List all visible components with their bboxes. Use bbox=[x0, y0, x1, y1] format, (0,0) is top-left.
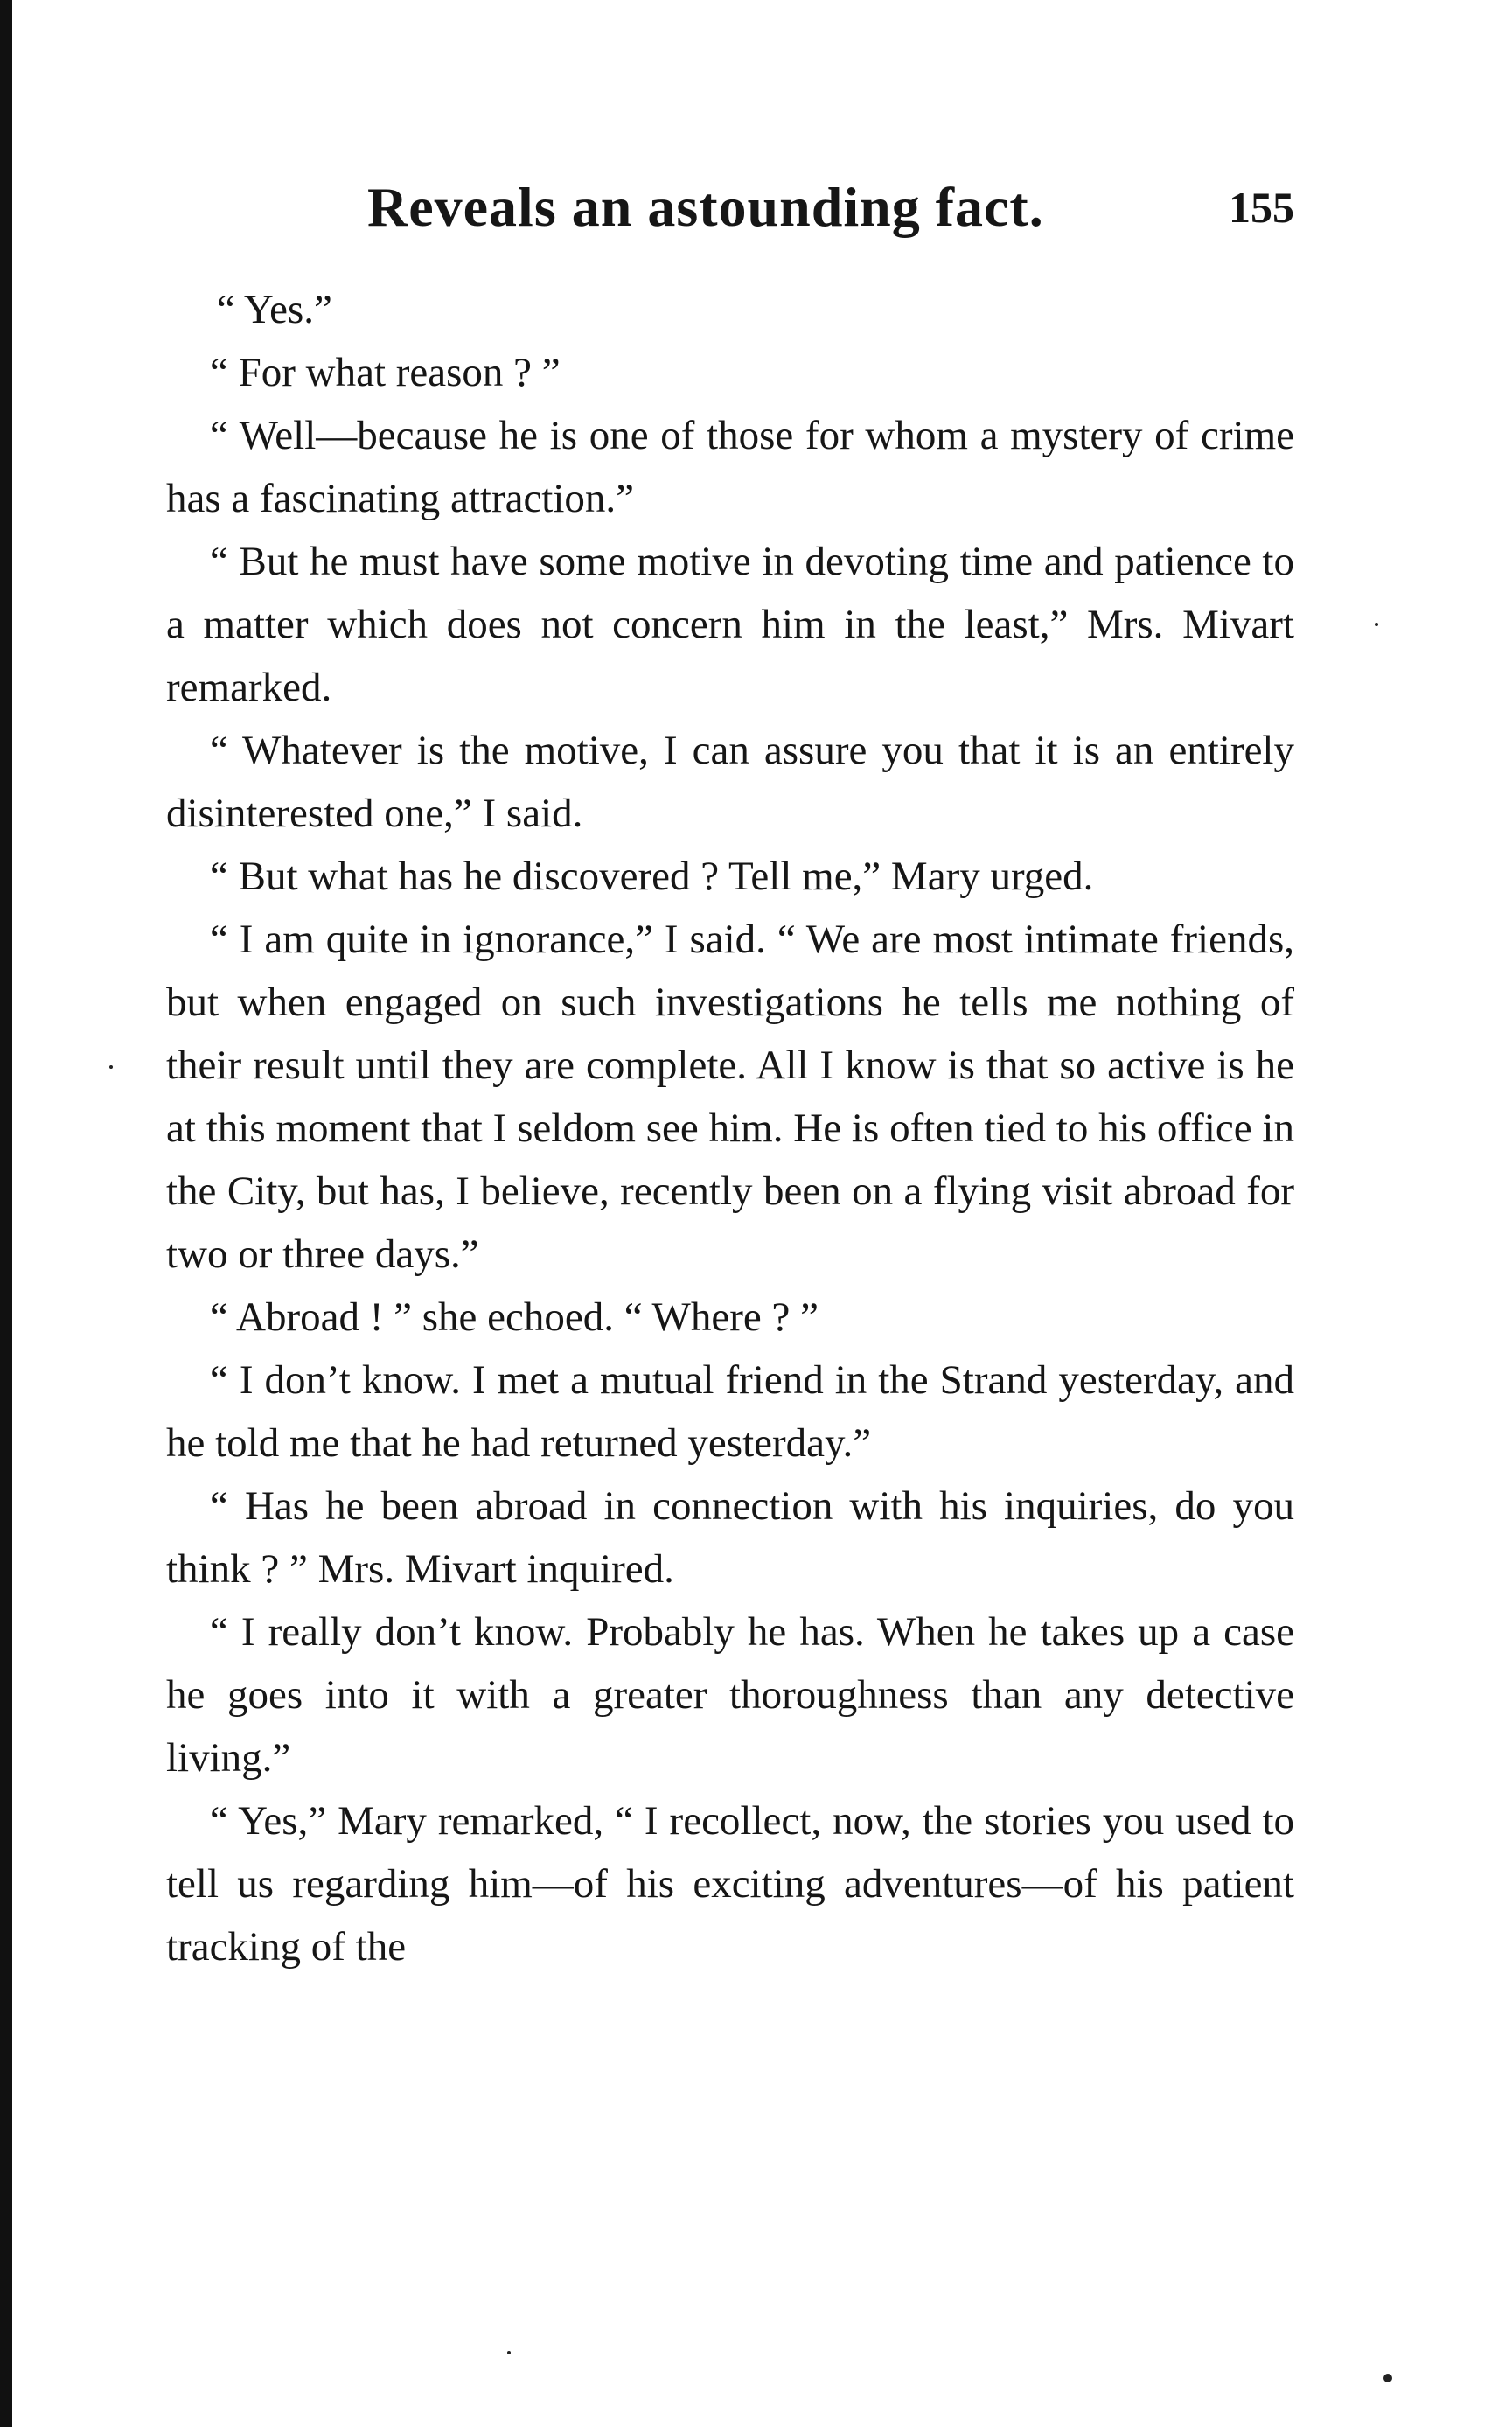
page-header bbox=[166, 175, 1294, 254]
running-head: Reveals an astounding fact. bbox=[367, 176, 1044, 238]
paragraph: “ But what has he discovered ? Tell me,” Mary urged. bbox=[210, 854, 1094, 899]
body-text bbox=[166, 278, 1294, 1978]
page-number: 155 bbox=[1229, 183, 1294, 232]
ink-speck bbox=[1375, 623, 1378, 626]
paragraph: “ I am quite in ignorance,” I said. “ We are most intimate friends, but when engaged on such investigations he tells me nothing of their result until they are complete. All I know is that so active is he at this moment that I seldom see him. He is often tied to his office in the City, but has, I believe, recently been on a flying visit abroad for two or three days.” bbox=[166, 917, 1294, 1277]
ink-speck bbox=[1383, 2374, 1392, 2382]
paragraph: “ I don’t know. I met a mutual friend in the Strand yesterday, and he told me that he had returned yesterday.” bbox=[166, 1357, 1294, 1466]
ink-speck bbox=[109, 1065, 113, 1069]
paragraph: “ For what reason ? ” bbox=[210, 350, 561, 395]
page-binding-edge bbox=[0, 0, 12, 2427]
paragraph: “ I really don’t know. Probably he has. When he takes up a case he goes into it with a greater thoroughness than any detective living.” bbox=[166, 1609, 1294, 1781]
paragraph: “ Whatever is the motive, I can assure you that it is an entirely disinterested one,” I said. bbox=[166, 728, 1294, 836]
ink-speck bbox=[507, 2351, 511, 2354]
paragraph: “ Has he been abroad in connection with his inquiries, do you think ? ” Mrs. Mivart inquired. bbox=[166, 1483, 1294, 1592]
paragraph: “ Yes.” bbox=[217, 287, 332, 332]
paragraph: “ Abroad ! ” she echoed. “ Where ? ” bbox=[210, 1294, 819, 1340]
paragraph: “ But he must have some motive in devoting time and patience to a matter which does not concern him in the least,” Mrs. Mivart remarked. bbox=[166, 539, 1294, 710]
paragraph: “ Well—because he is one of those for whom a mystery of crime has a fascinating attraction.” bbox=[166, 413, 1294, 521]
paragraph: “ Yes,” Mary remarked, “ I recollect, now, the stories you used to tell us regarding him—of his exciting adventures—of his patient tracking of the bbox=[166, 1798, 1294, 1970]
